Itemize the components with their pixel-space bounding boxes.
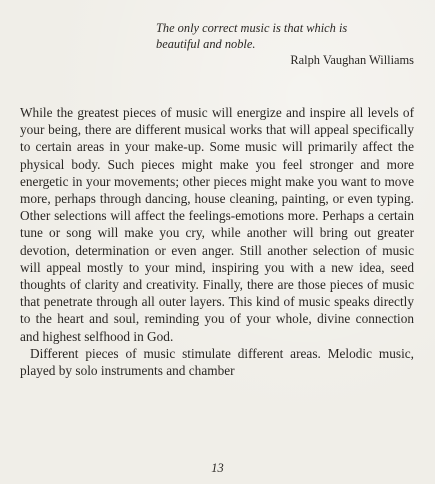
epigraph-quote-line-1: The only correct music is that which is	[156, 21, 348, 35]
paragraph-2: Different pieces of music stimulate different areas. Melodic music, played by solo instruments and chamber	[20, 345, 414, 379]
page-number: 13	[211, 461, 224, 475]
epigraph-quote	[156, 20, 414, 52]
body-text	[20, 104, 414, 379]
epigraph	[156, 20, 414, 68]
epigraph-author: Ralph Vaughan Williams	[290, 53, 414, 67]
epigraph-quote-line-2: beautiful and noble.	[156, 37, 256, 51]
paragraph-1: While the greatest pieces of music will energize and inspire all levels of your being, there are different musical works that will appeal specifically to certain areas in your make-up. Some music will primarily affect the physical body. Such pieces might make you feel stronger and more energetic in your movements; other pieces might make you want to move more, perhaps through dancing, house cleaning, painting, or even typing. Other selections will affect the feelings-emotions more. Perhaps a certain tune or song will make you cry, while another will bring out greater devotion, determination or even anger. Still another selection of music will appeal mostly to your mind, inspiring you with a new idea, seed thoughts of clarity and creativity. Finally, there are those pieces of music that penetrate through all outer layers. This kind of music speaks directly to the heart and soul, reminding you of your whole, divine connection and highest selfhood in God.	[20, 105, 414, 344]
